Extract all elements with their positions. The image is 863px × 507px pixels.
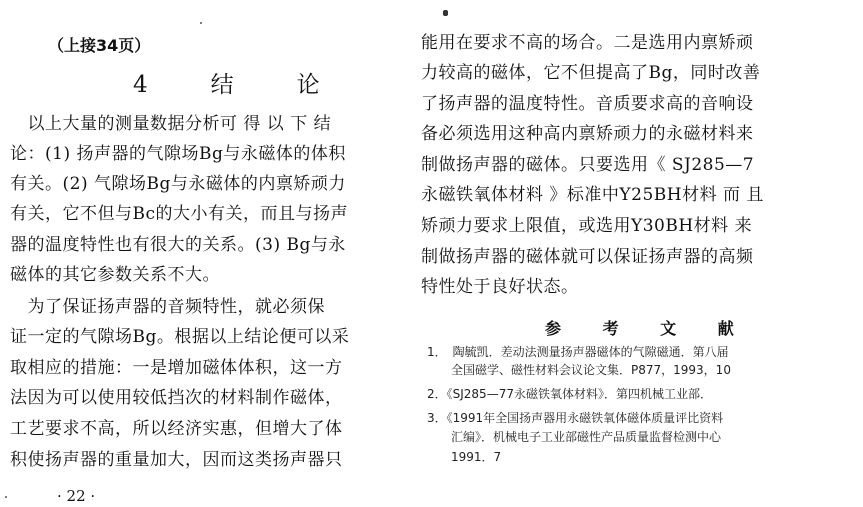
page-number: · 22 ·: [57, 487, 96, 505]
reference-line: 汇编》．机械电子工业部磁性产品质量监督检测中心: [427, 430, 722, 444]
body-text-line: 工艺要求不高，所以经济实惠，但增大了体: [10, 419, 343, 439]
body-text-line: 永磁铁氧体材料 》标准中Y25BH材料 而 且: [421, 185, 764, 205]
body-text-line: 磁体的其它参数关系不大。: [10, 265, 220, 285]
scan-speck: [5, 496, 7, 498]
body-text-line: 力较高的磁体，它不但提高了Bg，同时改善: [421, 63, 761, 83]
scan-speck: [200, 22, 202, 24]
body-text-line: 有关。(2) 气隙场Bg与永磁体的内禀矫顽力: [10, 174, 346, 194]
body-text-line: 制做扬声器的磁体就可以保证扬声器的高频: [421, 247, 754, 267]
body-text-line: 器的温度特性也有很大的关系。(3) Bg与永: [10, 235, 346, 255]
body-text-line: 证一定的气隙场Bg。根据以上结论便可以采: [10, 327, 350, 347]
body-text-line: 为了保证扬声器的音频特性，就必须保: [10, 297, 325, 317]
reference-line: 1991．7: [427, 450, 502, 464]
reference-line: 全国磁学、磁性材料会议论文集．P877，1993，10: [427, 363, 731, 377]
continuation-note: （上接34页）: [48, 36, 151, 55]
scan-mark: [443, 10, 448, 16]
reference-line: 2．《SJ285—77永磁铁氧体材料》．第四机械工业部．: [427, 387, 712, 401]
body-text-line: 论：(1) 扬声器的气隙场Bg与永磁体的体积: [10, 144, 346, 164]
body-text-line: 特性处于良好状态。: [421, 277, 579, 297]
body-text-line: 矫顽力要求上限值，或选用Y30BH材料 来: [421, 216, 753, 236]
reference-line: 1． 陶毓凯．差动法测量扬声器磁体的气隙磁通．第八届: [427, 345, 729, 359]
body-text-line: 法因为可以使用较低挡次的材料制作磁体，: [10, 388, 343, 408]
body-text-line: 取相应的措施：一是增加磁体体积，这一方: [10, 358, 343, 378]
body-text-line: 了扬声器的温度特性。音质要求高的音响设: [421, 94, 754, 114]
body-text-line: 备必须选用这种高内禀矫顽力的永磁材料来: [421, 124, 754, 144]
body-text-line: 能用在要求不高的场合。二是选用内禀矫顽: [421, 33, 754, 53]
reference-line: 3．《1991年全国扬声器用永磁铁氧体磁体质量评比资料: [427, 411, 724, 425]
body-text-line: 制做扬声器的磁体。只要选用《 SJ285—7: [421, 155, 755, 175]
section-heading: 4 结 论: [133, 72, 340, 98]
body-text-line: 以上大量的测量数据分析可 得 以 下 结: [10, 114, 332, 134]
body-text-line: 积使扬声器的重量加大，因而这类扬声器只: [10, 450, 343, 470]
body-text-line: 有关，它不但与Bc的大小有关，而且与扬声: [10, 204, 349, 224]
references-heading: 参 考 文 献: [545, 319, 752, 338]
